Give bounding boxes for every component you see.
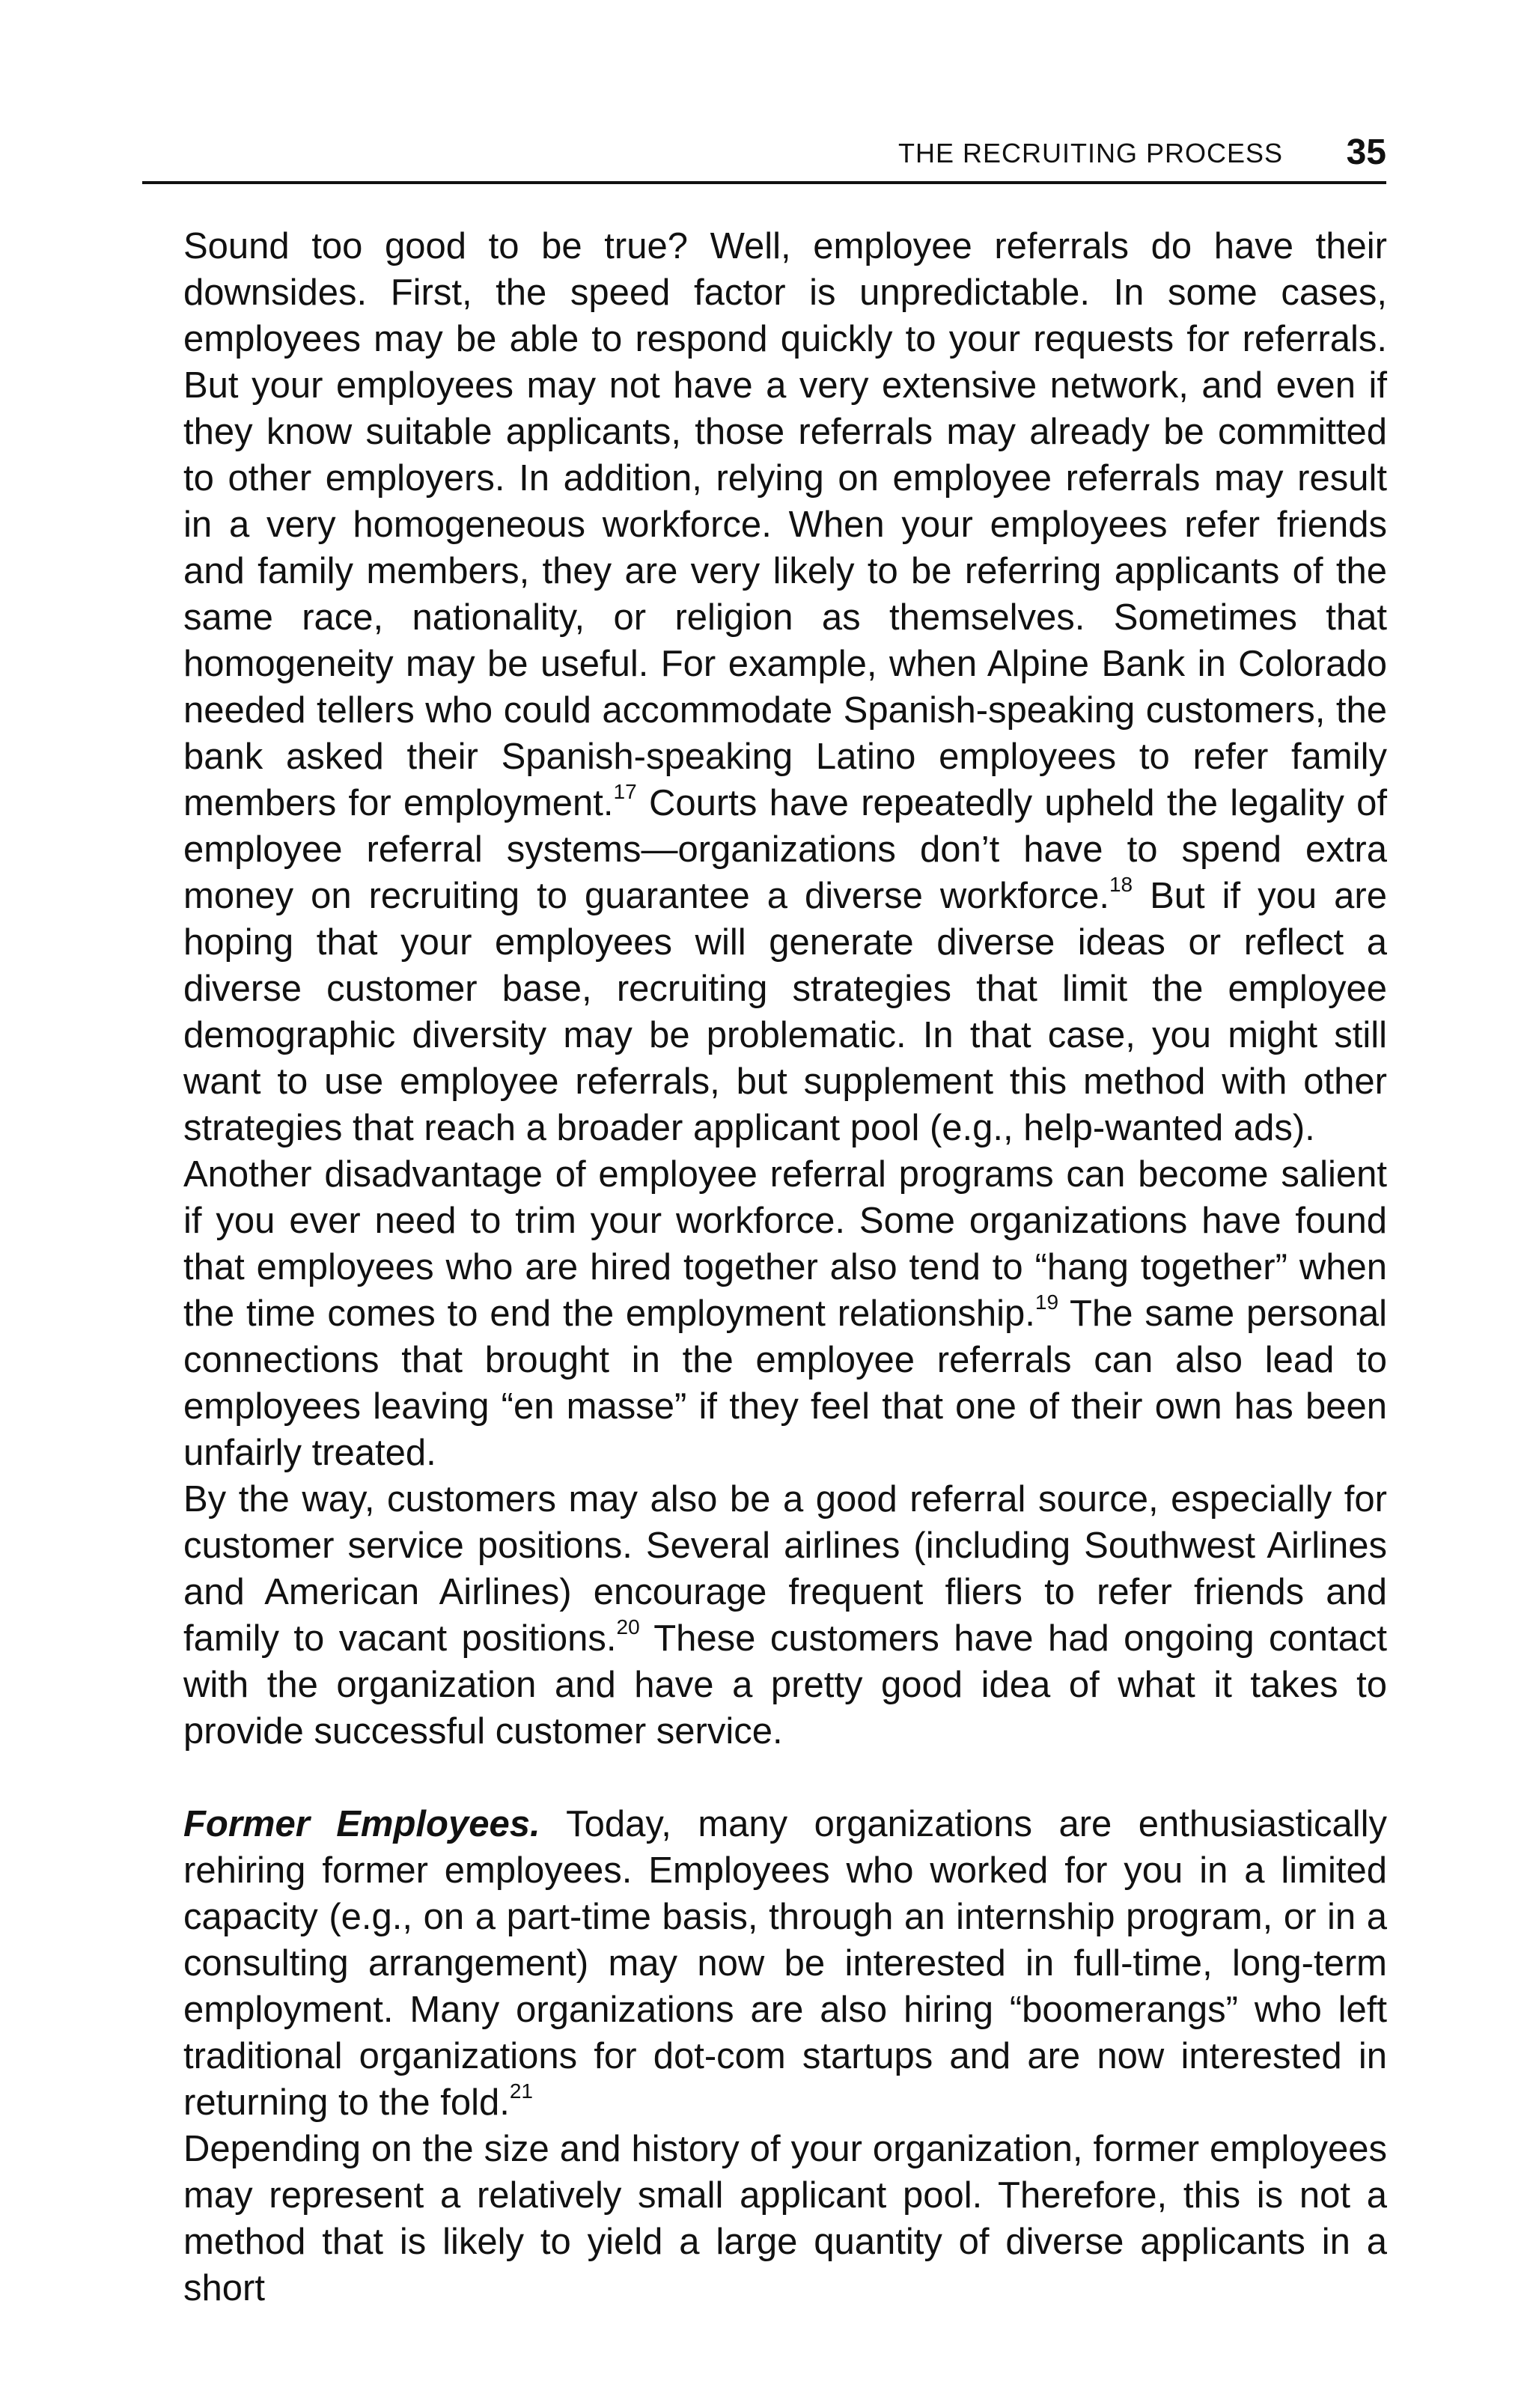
paragraph-text: Courts have repeatedly upheld the legality of employee referral systems—organizations don’t have to spend extra money on recruiting to guarantee a diverse workforce. xyxy=(183,783,1387,916)
paragraph-text: Another disadvantage of employee referral programs can become salient if you ever need to trim your workforce. Some organizations have found that employees who are hired together also tend to “hang together” when the time comes to end the employment relationship. xyxy=(183,1154,1387,1334)
paragraph-workforce-trim xyxy=(183,1151,1387,1476)
paragraph-customer-referrals xyxy=(183,1476,1387,1755)
paragraph-former-employee-pool xyxy=(183,2126,1387,2311)
footnote-ref: 19 xyxy=(1034,1290,1059,1314)
paragraph-text: But if you are hoping that your employees will generate diverse ideas or reflect a diverse customer base, recruiting strategies that limit the employee demographic diversity may be problematic. In that case, you might still want to use employee referrals, but supplement this method with other strategies that reach a broader applicant pool (e.g., help-wanted ads). xyxy=(183,876,1387,1148)
footnote-ref: 20 xyxy=(616,1615,640,1639)
paragraph-text: By the way, customers may also be a good referral source, especially for customer service positions. Several airlines (including Southwest Airlines and American Airlines) encourage frequent fliers to refer friends and family to vacant positions. xyxy=(183,1479,1387,1659)
paragraph-text: Sound too good to be true? Well, employee referrals do have their downsides. First, the speed factor is unpredictable. In some cases, employees may be able to respond quickly to your requests for referrals. But your employees may not have a very extensive network, and even if they know suitable applicants, those referrals may already be committed to other employers. In addition, relying on employee referrals may result in a very homogeneous workforce. When your employees refer friends and family members, they are very likely to be referring applicants of the same race, nationality, or religion as themselves. Sometimes that homogeneity may be useful. For example, when Alpine Bank in Colorado needed tellers who could accommodate Spanish-speaking customers, the bank asked their Spanish-speaking Latino employees to refer family members for employment. xyxy=(183,226,1387,823)
body-text xyxy=(183,223,1387,2311)
paragraph-former-employees xyxy=(183,1801,1387,2126)
paragraph-text: The same personal connections that brought in the employee referrals can also lead to employees leaving “en masse” if they feel that one of their own has been unfairly treated. xyxy=(183,1293,1387,1473)
footnote-ref: 18 xyxy=(1109,873,1133,896)
run-in-heading: Former Employees. xyxy=(183,1804,540,1844)
paragraph-text: Depending on the size and history of your organization, former employees may represent a relatively small applicant pool. Therefore, this is not a method that is likely to yield a large quantity of diverse applicants in a short xyxy=(183,2129,1387,2308)
page-number: 35 xyxy=(1346,132,1386,172)
running-head-title: THE RECRUITING PROCESS xyxy=(897,138,1283,168)
footnote-ref: 17 xyxy=(613,780,637,803)
running-head xyxy=(142,133,1386,184)
footnote-ref: 21 xyxy=(509,2079,533,2103)
paragraph-text: These customers have had ongoing contact with the organization and have a pretty good idea of what it takes to provide successful customer service. xyxy=(183,1618,1387,1752)
paragraph-employee-referral-downsides xyxy=(183,223,1387,1151)
paragraph-text: Today, many organizations are enthusiastically rehiring former employees. Employees who worked for you in a limited capacity (e.g., on a part-time basis, through an internship program, or in a consulting arrangement) may now be interested in full-time, long-term employment. Many organizations are also hiring “boomerangs” who left traditional organizations for dot-com startups and are now interested in returning to the fold. xyxy=(183,1804,1387,2123)
